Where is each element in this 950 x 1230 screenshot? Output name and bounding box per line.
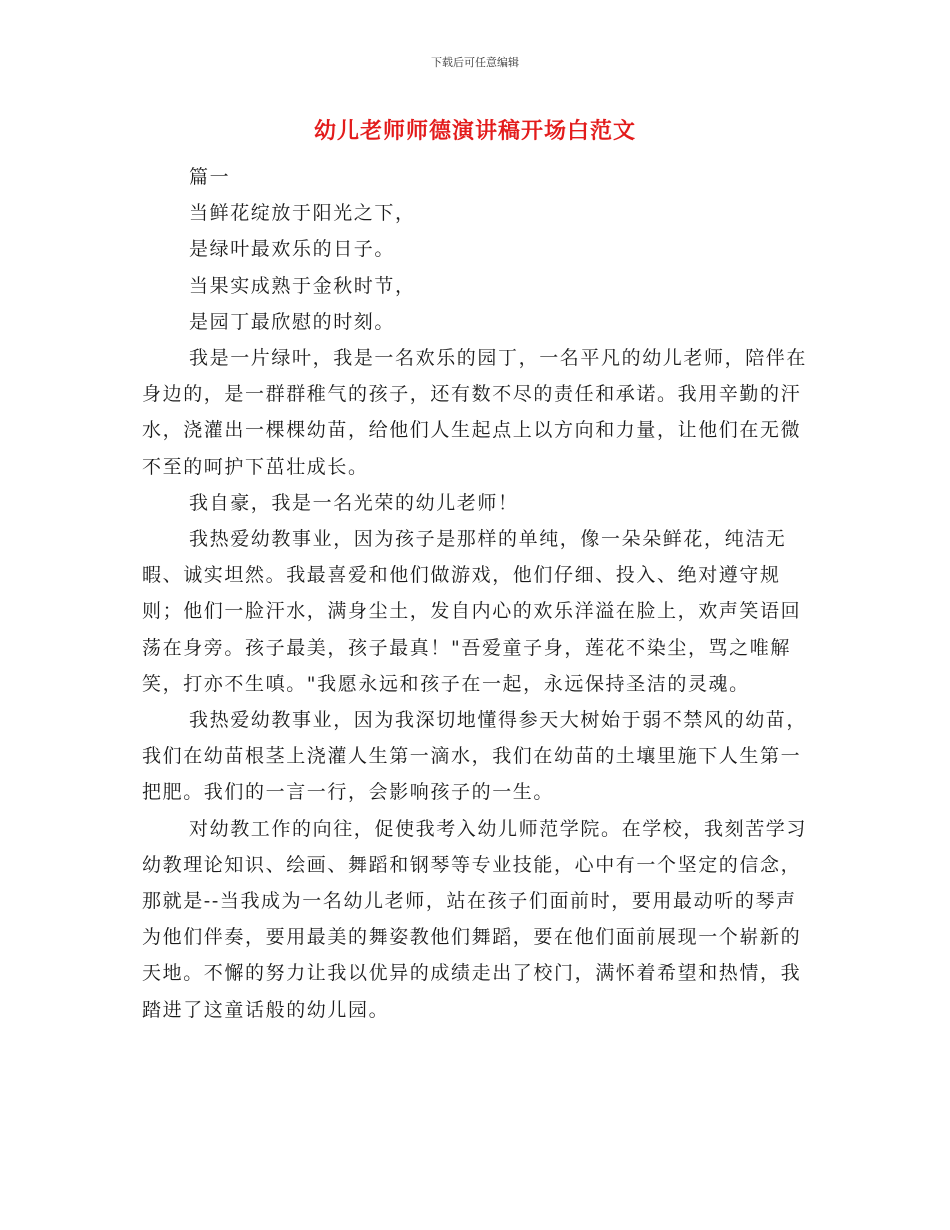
paragraph: 我是一片绿叶，我是一名欢乐的园丁，一名平凡的幼儿老师，陪伴在身边的，是一群群稚气的孩子，还有数不尽的责任和承诺。我用辛勤的汗水，浇灌出一棵棵幼苗，给他们人生起点上以方向和力量，让他们在无微不至的呵护下茁壮成长。 bbox=[142, 347, 808, 478]
poem-line: 当鲜花绽放于阳光之下， bbox=[189, 202, 416, 225]
poem-line: 当果实成熟于金秋时节， bbox=[189, 274, 416, 297]
poem-line: 是绿叶最欢乐的日子。 bbox=[189, 238, 396, 261]
paragraph: 我热爱幼教事业，因为孩子是那样的单纯，像一朵朵鲜花，纯洁无暇、诚实坦然。我最喜爱和他们做游戏，他们仔细、投入、绝对遵守规则；他们一脸汗水，满身尘土，发自内心的欢乐洋溢在脸上，欢声笑语回荡在身旁。孩子最美，孩子最真！"吾爱童子身，莲花不染尘，骂之唯解笑，打亦不生嗔。"我愿永远和孩子在一起，永远保持圣洁的灵魂。 bbox=[142, 528, 802, 695]
paragraph: 我热爱幼教事业，因为我深切地懂得参天大树始于弱不禁风的幼苗，我们在幼苗根茎上浇灌人生第一滴水，我们在幼苗的土壤里施下人生第一把肥。我们的一言一行，会影响孩子的一生。 bbox=[142, 709, 808, 804]
document-body bbox=[142, 159, 814, 1028]
header-note: 下载后可任意编辑 bbox=[431, 56, 519, 69]
paragraph: 我自豪，我是一名光荣的幼儿老师！ bbox=[189, 491, 519, 514]
paragraph: 对幼教工作的向往，促使我考入幼儿师范学院。在学校，我刻苦学习幼教理论知识、绘画、舞蹈和钢琴等专业技能，心中有一个坚定的信念，那就是--当我成为一名幼儿老师，站在孩子们面前时，要用最动听的琴声为他们伴奏，要用最美的舞姿教他们舞蹈，要在他们面前展现一个崭新的天地。不懈的努力让我以优异的成绩走出了校门，满怀着希望和热情，我踏进了这童话般的幼儿园。 bbox=[142, 817, 808, 1021]
poem-line: 是园丁最欣慰的时刻。 bbox=[189, 310, 396, 333]
document-title: 幼儿老师师德演讲稿开场白范文 bbox=[313, 118, 636, 144]
section-heading: 篇一 bbox=[189, 166, 231, 188]
